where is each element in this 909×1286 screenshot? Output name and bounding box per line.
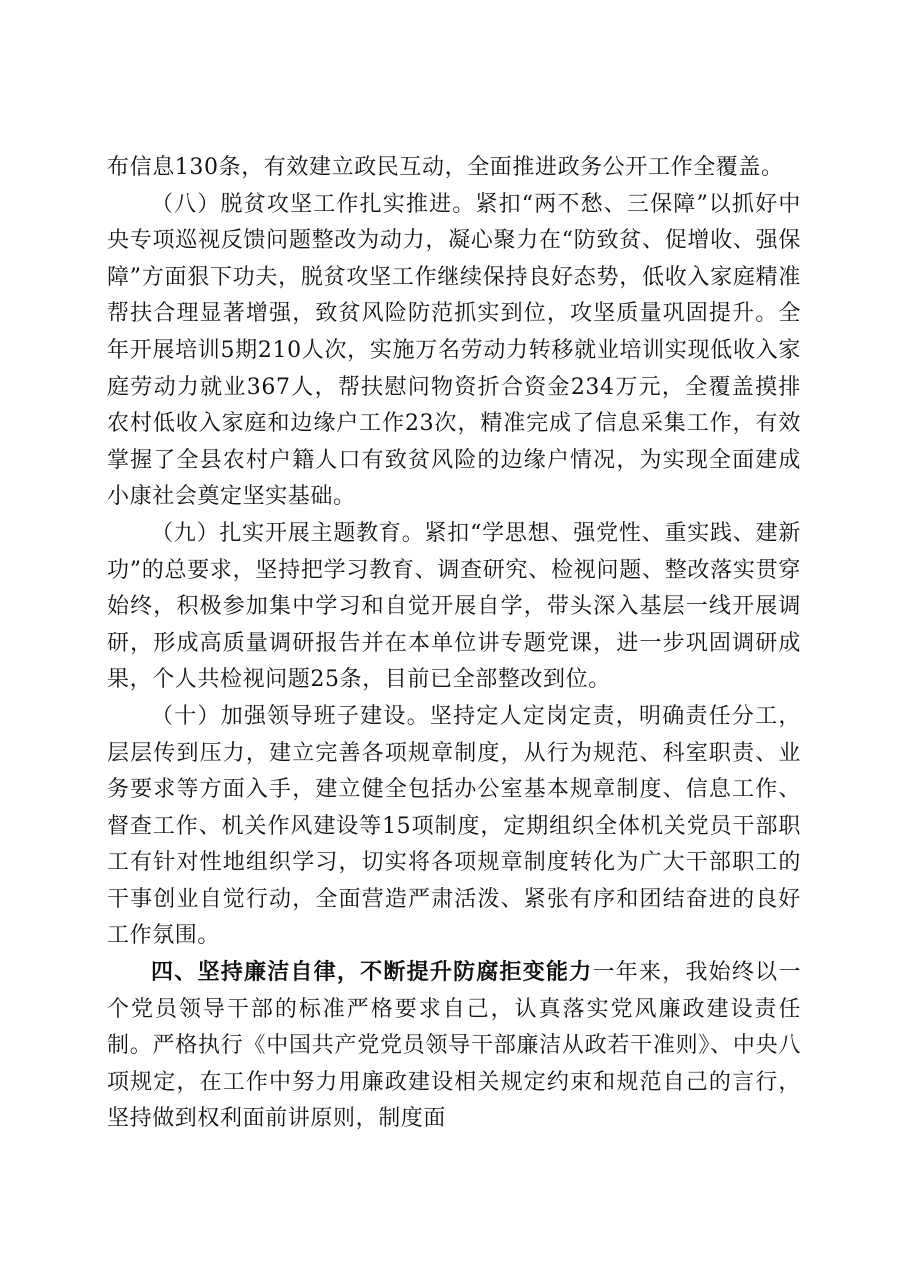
- paragraph-section-four: [107, 955, 801, 1138]
- paragraph-continuation: 布信息130条，有效建立政民互动，全面推进政务公开工作全覆盖。: [107, 155, 784, 180]
- paragraph-poverty-alleviation: （八）脱贫攻坚工作扎实推进。紧扣“两不愁、三保障”以抓好中央专项巡视反馈问题整改为动力，凝心聚力在“防致贫、促增收、强保障”方面狠下功夫，脱贫攻坚工作继续保持良好态势，低收入家庭精准帮扶合理显著增强，致贫风险防范抓实到位，攻坚质量巩固提升。全年开展培训5期210人次，实施万名劳动力转移就业培训实现低收入家庭劳动力就业367人，帮扶慰问物资折合资金234万元，全覆盖摸排农村低收入家庭和边缘户工作23次，精准完成了信息采集工作，有效掌握了全县农村户籍人口有致贫风险的边缘户情况，为实现全面建成小康社会奠定坚实基础。: [107, 191, 801, 510]
- section-four-body: 一年来，我始终以一个党员领导干部的标准严格要求自己，认真落实党风廉政建设责任制。严格执行《中国共产党党员领导干部廉洁从政若干准则》、中央八项规定，在工作中努力用廉政建设相关规定约束和规范自己的言行，坚持做到权利面前讲原则，制度面: [107, 960, 801, 1132]
- document-body: [107, 150, 801, 1138]
- paragraph-theme-education: （九）扎实开展主题教育。紧扣“学思想、强党性、重实践、建新功”的总要求，坚持把学习教育、调查研究、检视问题、整改落实贯穿始终，积极参加集中学习和自觉开展自学，带头深入基层一线开展调研，形成高质量调研报告并在本单位讲专题党课，进一步巩固调研成果，个人共检视问题25条，目前已全部整改到位。: [107, 520, 801, 693]
- section-four-heading: 四、坚持廉洁自律，不断提升防腐拒变能力: [151, 960, 593, 986]
- paragraph-leadership-team: （十）加强领导班子建设。坚持定人定岗定责，明确责任分工，层层传到压力，建立完善各项规章制度，从行为规范、科室职责、业务要求等方面入手，建立健全包括办公室基本规章制度、信息工作、督查工作、机关作风建设等15项制度，定期组织全体机关党员干部职工有针对性地组织学习，切实将各项规章制度转化为广大干部职工的干事创业自觉行动，全面营造严肃活泼、紧张有序和团结奋进的良好工作氛围。: [107, 703, 801, 949]
